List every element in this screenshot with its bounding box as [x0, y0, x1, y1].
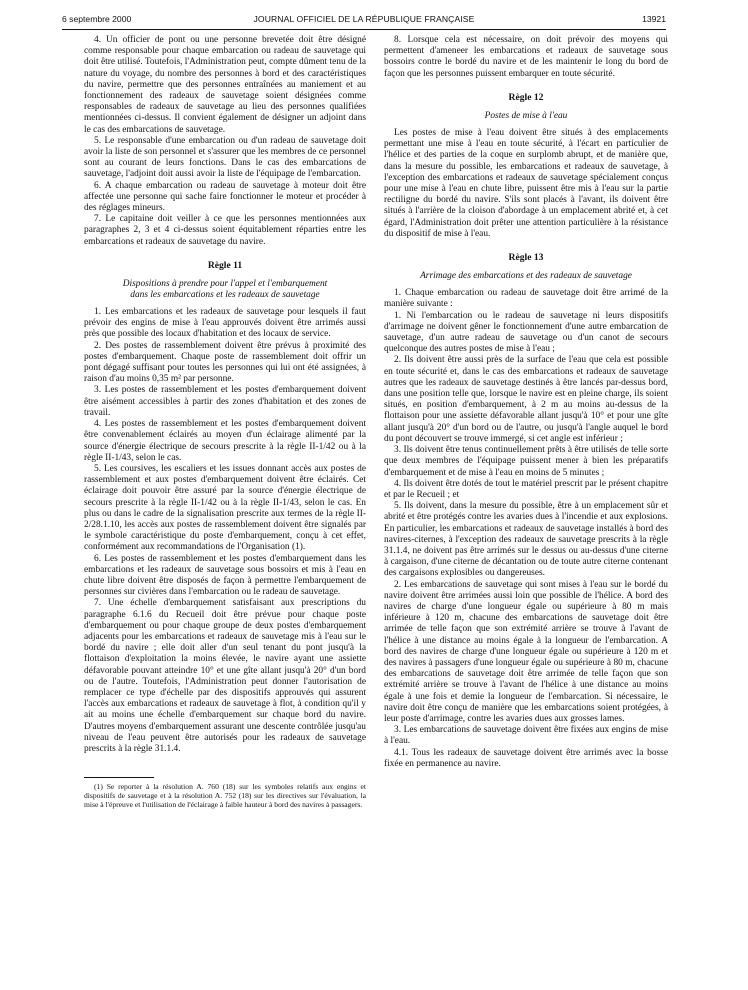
paragraph: 5. Les coursives, les escaliers et les issues donnant accès aux postes de rassemblement et aux postes d'embarquement doivent être éclairés. Cet éclairage doit pouvoir être assuré par la source d'énergie électrique de secours prescrite à la règle II-1/42 ou à la règle II-1/43, selon le cas. En plus ou dans le cadre de la signalisation prescrite aux termes de la règle II-2/28.1.10, les accès aux postes de rassemblement doivent être signalés par le symbole caractéristique du poste d'embarquement, conçu à cet effet, conformément aux recommandations de l'Organisation (1).: [84, 463, 366, 553]
sub-paragraph: 3. Ils doivent être tenus continuellement prêts à être utilisés de telle sorte que deux membres de l'équipage puissent mener à bien les préparatifs d'embarquement et de mise à l'eau en moins de 5 minutes ;: [384, 445, 668, 478]
paragraph: 5. Le responsable d'une embarcation ou d'un radeau de sauvetage doit avoir la liste de son personnel et s'assurer que les membres de ce personnel sont au courant de leurs fonctions. Dans le cas des embarcations de sauvetage, l'adjoint doit aussi avoir la liste de l'équipage de l'embarcation.: [84, 135, 366, 180]
page-header: [62, 14, 666, 28]
paragraph: 6. A chaque embarcation ou radeau de sauvetage à moteur doit être affectée une personne qui sache faire fonctionner le moteur et procéder à des réglages mineurs.: [84, 180, 366, 214]
journal-title: JOURNAL OFFICIEL DE LA RÉPUBLIQUE FRANÇAISE: [253, 14, 475, 24]
subheading-line: Dispositions à prendre pour l'appel et l'embarquement: [122, 279, 328, 290]
footnote: (1) Se reporter à la résolution A. 760 (18) sur les symboles relatifs aux engins et dispositifs de sauvetage et à la résolution A. 752 (18) sur les directives sur l'évaluation, la mise à l'épreuve et l'utilisation de l'éclairage à faible hauteur à bord des navires à passagers.: [84, 782, 366, 810]
rule-subheading-12: Postes de mise à l'eau: [484, 111, 568, 122]
sub-paragraph: 4. Ils doivent être dotés de tout le matériel prescrit par le présent chapitre et par le Recueil ; et: [384, 478, 668, 500]
sub-paragraph: 1. Ni l'embarcation ou le radeau de sauvetage ni leurs dispositifs d'arrimage ne doivent gêner le fonctionnement d'une autre embarcation de sauvetage, d'un autre radeau de sauvetage ou d'un canot de secours quelconque des autres postes de mise à l'eau ;: [384, 310, 668, 355]
paragraph: 7. Une échelle d'embarquement satisfaisant aux prescriptions du paragraphe 6.1.6 du Recueil doit être prévue pour chaque poste d'embarquement ou pour chaque groupe de deux postes d'embarquement adjacents pour les embarcations et radeaux de sauvetage mis à l'eau sur le bordé du navire ; elle doit aller d'un seul tenant du pont jusqu'à la flottaison d'exploitation la moins élevée, le navire ayant une assiette défavorable pouvant atteindre 10° et une gîte allant jusqu'à 20° d'un bord ou de l'autre. Toutefois, l'Administration peut donner l'autorisation de remplacer ce type d'échelle par des dispositifs approuvés qui assurent l'accès aux embarcations et radeaux de sauvetage à flot, à condition qu'il y ait au moins une échelle d'embarquement sur chaque bord du navire. D'autres moyens d'embarquement assurant une descente contrôlée jusqu'au niveau de l'eau peuvent être autorisés pour les radeaux de sauvetage prescrits à la règle 31.1.4.: [84, 598, 366, 754]
left-column: [84, 35, 366, 809]
sub-paragraph: 5. Ils doivent, dans la mesure du possible, être à un emplacement sûr et abrité et être protégés contre les avaries dues à l'incendie et aux explosions. En particulier, les embarcations et radeaux de sauvetage installés à bord des navires-citernes, à l'exception des radeaux de sauvetage prescrits à la règle 31.1.4, ne doivent pas être arrimés sur le dessus ou au-dessus d'une citerne à cargaison, d'une citerne de décantation ou de toute autre citerne contenant des cargaisons explosibles ou dangereuses.: [384, 501, 668, 579]
paragraph: 8. Lorsque cela est nécessaire, on doit prévoir des moyens qui permettent d'ameneer les embarcations et radeaux de sauvetage sous bossoirs contre le bordé du navire et de les maintenir le long du bord de façon que les personnes puissent embarquer en toute sécurité.: [384, 35, 668, 79]
paragraph: Les postes de mise à l'eau doivent être situés à des emplacements permettant une mise à l'eau en toute sécurité, à l'écart en particulier de l'hélice et des parties de la coque en surplomb abrupt, et de manière que, dans la mesure du possible, les embarcations et radeaux de sauvetage, à l'exception des embarcations et radeaux de sauvetage spécialement conçus pour une mise à l'eau en chute libre, puissent être mis à l'eau sur la partie rectiligne du bordé du navire. S'ils sont placés à l'avant, ils doivent être situés à l'arrière de la cloison d'abordage à un emplacement abrité et, à cet égard, l'Administration doit prêter une attention particulière à la résistance du dispositif de mise à l'eau.: [384, 128, 668, 239]
paragraph: 7. Le capitaine doit veiller à ce que les personnes mentionnées aux paragraphes 2, 3 et 4 ci-dessus soient équitablement réparties entre les embarcations et radeaux de sauvetage du navire.: [84, 214, 366, 247]
paragraph: 3. Les postes de rassemblement et les postes d'embarquement doivent être aisément accessibles à partir des zones d'habitation et des zones de travail.: [84, 385, 366, 418]
right-column: [384, 35, 668, 770]
rule-heading-11: Règle 11: [207, 259, 243, 271]
paragraph: 3. Les embarcations de sauvetage doivent être fixées aux engins de mise à l'eau.: [384, 725, 668, 747]
paragraph: 4. Un officier de pont ou une personne brevetée doit être désigné comme responsable pour chaque embarcation ou radeau de sauvetage qui doit être utilisé. Toutefois, l'Administration peut, compte dûment tenu de la nature du voyage, du nombre des personnes à bord et des caractéristiques du navire, permettre que des personnes entraînées au maniement et au fonctionnement des radeaux de sauvetage soient désignées comme responsables de radeaux de sauvetage au lieu des personnes qualifiées mentionnées ci-dessus. Il convient également de désigner un adjoint dans le cas des embarcations de sauvetage.: [84, 35, 366, 135]
sub-paragraph: 2. Ils doivent être aussi près de la surface de l'eau que cela est possible en toute sécurité et, dans le cas des embarcations et radeaux de sauvetage autres que les radeaux de sauvetage destinés à être lancés par-dessus bord, dans une position telle que, lorsque le navire est en pleine charge, ils soient situés, en position d'embarquement, à 2 m au moins au-dessus de la flottaison pour une assiette défavorable allant jusqu'à 10° et pour une gîte allant jusqu'à 20° d'un bord ou de l'autre, ou jusqu'à l'angle auquel le bord du pont découvert se trouve immergé, si cet angle est inférieur ;: [384, 355, 668, 444]
paragraph: 4. Les postes de rassemblement et les postes d'embarquement doivent être convenablement éclairés au moyen d'un éclairage alimenté par la source d'énergie électrique de secours prescrite à la règle II-1/42 ou à la règle II-1/43, selon le cas.: [84, 419, 366, 463]
header-date: 6 septembre 2000: [62, 14, 132, 24]
footnote-rule: [84, 777, 154, 778]
paragraph: 1. Chaque embarcation ou radeau de sauvetage doit être arrimé de la manière suivante :: [384, 288, 668, 310]
paragraph: 2. Des postes de rassemblement doivent être prévus à proximité des postes d'embarquement. Chaque poste de rassemblement doit offrir un pont dégagé suffisant pour toutes les personnes qui lui ont été assignées, à raison d'au moins 0,35 m² par personne.: [84, 340, 366, 385]
paragraph: 2. Les embarcations de sauvetage qui sont mises à l'eau sur le bordé du navire doivent être arrimées aussi loin que possible de l'hélice. A bord des navires de charge d'une longueur égale ou supérieure à 80 m mais inférieure à 120 m, chacune des embarcations de sauvetage doit être arrimée de telle façon que son extrémité arrière se trouve à l'avant de l'hélice à une distance au moins égale à la longueur de l'embarcation. A bord des navires de charge d'une longueur égale ou supérieure à 120 m et des navires à passagers d'une longueur égale ou supérieure à 80 m, chacune des embarcations de sauvetage doit être arrimée de telle façon que son extrémité arrière se trouve à l'avant de l'hélice à une distance au moins égale à une fois et demie la longueur de l'embarcation. Si nécessaire, le navire doit être conçu de manière que les embarcations soient protégées, à leur poste d'arrimage, contre les avaries dues aux grosses lames.: [384, 579, 668, 724]
paragraph: 1. Les embarcations et les radeaux de sauvetage pour lesquels il faut prévoir des engins de mise à l'eau approuvés doivent être arrimés aussi près que possible des locaux d'habitation et des locaux de service.: [84, 307, 366, 340]
rule-heading-12: Règle 12: [508, 91, 544, 103]
paragraph: 6. Les postes de rassemblement et les postes d'embarquement dans les embarcations et les radeaux de sauvetage sous bossoirs et mis à l'eau en chute libre doivent être disposés de façon à permettre l'embarquement de personnes sur civières dans l'embarcation ou le radeau de sauvetage.: [84, 553, 366, 598]
rule-subheading-11: [84, 279, 366, 301]
rule-subheading-13: Arrimage des embarcations et des radeaux de sauvetage: [420, 271, 632, 282]
page-number: 13921: [642, 14, 666, 24]
subheading-line: dans les embarcations et les radeaux de sauvetage: [130, 290, 320, 301]
paragraph: 4.1. Tous les radeaux de sauvetage doivent être arrimés avec la bosse fixée en permanence au navire.: [384, 747, 668, 769]
rule-heading-13: Règle 13: [508, 252, 544, 264]
header-rule: [62, 29, 666, 30]
